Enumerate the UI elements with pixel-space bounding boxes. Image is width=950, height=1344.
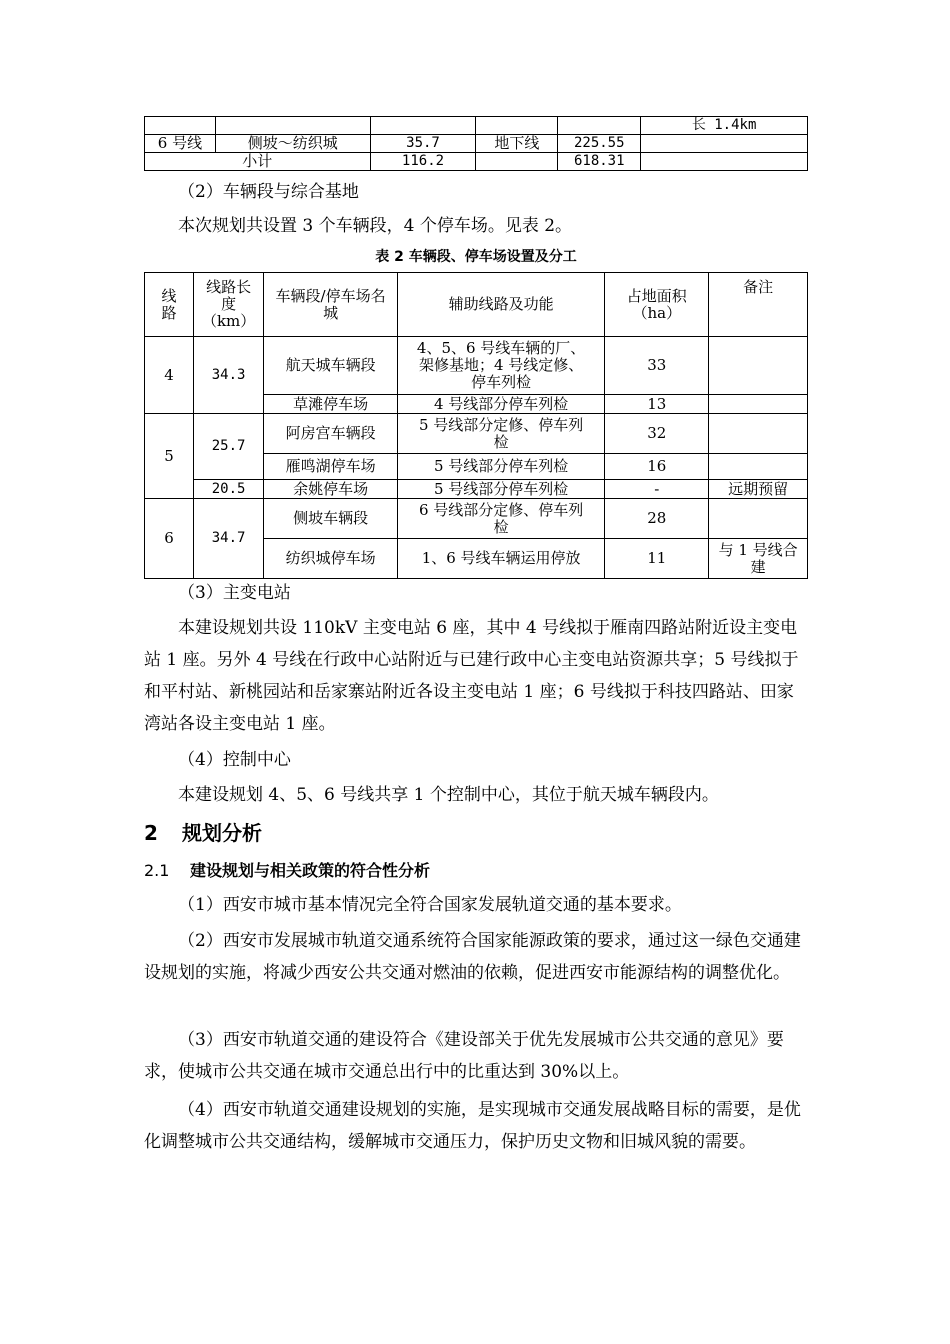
table-cell-invest: 225.55: [558, 135, 641, 153]
table-cell-subtotal-invest: 618.31: [558, 153, 641, 171]
table-cell-length: 25.7: [193, 414, 263, 480]
table-cell-section: 侧坡～纺织城: [215, 135, 370, 153]
table-cell-note: 长 1.4km: [641, 117, 808, 135]
table-cell-subtotal-length: 116.2: [370, 153, 476, 171]
table-cell-area: 32: [605, 414, 709, 454]
table-header-function: 辅助线路及功能: [397, 273, 604, 337]
table-cell-name: 航天城车辆段: [264, 337, 398, 395]
section-heading-substation: （3）主变电站: [178, 583, 291, 603]
table-cell-area: 11: [605, 539, 709, 579]
section-number: 2.1: [144, 861, 170, 880]
table-cell-name: 纺织城停车场: [264, 539, 398, 579]
section-title: 建设规划与相关政策的符合性分析: [190, 861, 431, 880]
table-cell-name: 雁鸣湖停车场: [264, 454, 398, 480]
table-cell: [476, 117, 558, 135]
table-cell-line: 5: [145, 414, 194, 499]
table-cell: [641, 153, 808, 171]
list-item: （4）西安市轨道交通建设规划的实施，是实现城市交通发展战略目标的需要，是优化调整城市公共交通结构，缓解城市交通压力，保护历史文物和旧城风貌的需要。: [144, 1100, 801, 1152]
table-cell-function: 6 号线部分定修、停车列检: [397, 499, 604, 539]
table-cell-function: 5 号线部分定修、停车列检: [397, 414, 604, 454]
table-cell-area: 33: [605, 337, 709, 395]
list-item: （3）西安市轨道交通的建设符合《建设部关于优先发展城市公共交通的意见》要求，使城市公共交通在城市交通总出行中的比重达到 30%以上。: [144, 1030, 784, 1082]
chapter-title: 规划分析: [182, 821, 262, 845]
section-heading-control: （4）控制中心: [178, 750, 291, 770]
table-cell-function: 5 号线部分停车列检: [397, 480, 604, 499]
table-cell-area: 16: [605, 454, 709, 480]
table-cell: [558, 117, 641, 135]
table-cell-area: 13: [605, 395, 709, 414]
table-cell-line: 6 号线: [145, 135, 216, 153]
table-cell: [476, 153, 558, 171]
table-header-area: 占地面积（ha）: [605, 273, 709, 337]
table-cell-function: 5 号线部分停车列检: [397, 454, 604, 480]
depot-table: [144, 272, 808, 579]
table-cell-length: 35.7: [370, 135, 476, 153]
paragraph-depot: 本次规划共设置 3 个车辆段，4 个停车场。见表 2。: [178, 216, 573, 236]
table-cell-area: 28: [605, 499, 709, 539]
table-cell-line: 6: [145, 499, 194, 579]
list-item: （1）西安市城市基本情况完全符合国家发展轨道交通的基本要求。: [178, 895, 682, 915]
table-header-line: 线路: [145, 273, 194, 337]
table-header-length: 线路长度（km）: [193, 273, 263, 337]
table-cell-name: 余姚停车场: [264, 480, 398, 499]
table-cell: [215, 117, 370, 135]
table-cell-note: [709, 395, 808, 414]
line-summary-table: [144, 116, 808, 171]
table-cell: [370, 117, 476, 135]
table-cell-line: 4: [145, 337, 194, 414]
table-cell-subtotal-label: 小计: [145, 153, 371, 171]
paragraph-control: 本建设规划 4、5、6 号线共享 1 个控制中心，其位于航天城车辆段内。: [178, 785, 719, 805]
chapter-number: 2: [144, 821, 158, 845]
table-cell-function: 4、5、6 号线车辆的厂、架修基地；4 号线定修、停车列检: [397, 337, 604, 395]
table-cell-name: 阿房宫车辆段: [264, 414, 398, 454]
table-cell-note: 与 1 号线合建: [709, 539, 808, 579]
table-header-note: 备注: [709, 273, 808, 337]
table-cell-length: 34.3: [193, 337, 263, 414]
table-cell-name: 草滩停车场: [264, 395, 398, 414]
table-cell-name: 侧坡车辆段: [264, 499, 398, 539]
section-heading: [144, 858, 430, 881]
table-cell-area: -: [605, 480, 709, 499]
table-cell-note: 远期预留: [709, 480, 808, 499]
table-cell-note: [709, 499, 808, 539]
paragraph-substation: 本建设规划共设 110kV 主变电站 6 座，其中 4 号线拟于雁南四路站附近设主变电站 1 座。另外 4 号线在行政中心站附近与已建行政中心主变电站资源共享；5 号线拟于和平村站、新桃园站和岳家寨站附近各设主变电站 1 座；6 号线拟于科技四路站、田家湾站各设主变电站 1 座。: [144, 618, 799, 734]
table-cell: [641, 135, 808, 153]
table-cell-function: 4 号线部分停车列检: [397, 395, 604, 414]
table-header-name: 车辆段/停车场名城: [264, 273, 398, 337]
table-cell-type: 地下线: [476, 135, 558, 153]
table2-caption: 表 2 车辆段、停车场设置及分工: [375, 249, 577, 265]
table-cell-length: 34.7: [193, 499, 263, 579]
list-item: （2）西安市发展城市轨道交通系统符合国家能源政策的要求，通过这一绿色交通建设规划的实施，将减少西安公共交通对燃油的依赖，促进西安市能源结构的调整优化。: [144, 931, 801, 983]
table-cell-note: [709, 414, 808, 454]
table-cell: [145, 117, 216, 135]
table-cell-note: [709, 454, 808, 480]
section-heading-depot: （2）车辆段与综合基地: [178, 182, 359, 202]
table-cell-length: 20.5: [193, 480, 263, 499]
table-cell-note: [709, 337, 808, 395]
table-cell-function: 1、6 号线车辆运用停放: [397, 539, 604, 579]
chapter-heading: [144, 817, 262, 846]
